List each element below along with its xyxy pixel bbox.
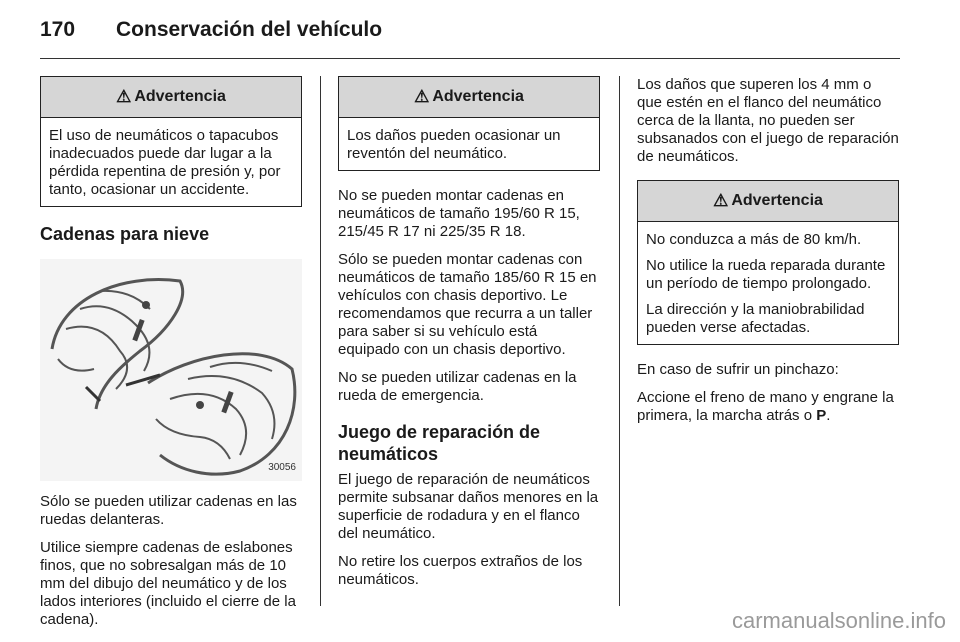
warning-title: Advertencia bbox=[432, 88, 524, 105]
warning-body bbox=[638, 222, 898, 344]
warning-text: Los daños pueden ocasionar un reventón del neumático. bbox=[347, 127, 561, 162]
paragraph-end: . bbox=[826, 407, 831, 424]
section-heading: Juego de reparación de neumáticos bbox=[338, 422, 541, 464]
warning-header bbox=[638, 181, 898, 222]
paragraph: El juego de reparación de neumáticos permite subsanar daños menores en la superficie de rodadura y en el flanco del neumático. bbox=[338, 471, 599, 542]
warning-icon: ⚠ bbox=[414, 87, 430, 106]
paragraph-text: Accione el freno de mano y engrane la primera, la marcha atrás o bbox=[637, 389, 894, 424]
warning-text: No conduzca a más de 80 km/h. bbox=[646, 231, 862, 248]
warning-box bbox=[40, 76, 302, 207]
paragraph: Sólo se pueden utilizar cadenas en las ruedas delanteras. bbox=[40, 493, 297, 528]
warning-title: Advertencia bbox=[731, 192, 823, 209]
warning-title: Advertencia bbox=[134, 88, 226, 105]
paragraph: En caso de sufrir un pinchazo: bbox=[637, 361, 839, 378]
warning-icon: ⚠ bbox=[116, 87, 132, 106]
paragraph: No se pueden montar cadenas en neumáticos de tamaño 195/60 R 15, 215/45 R 17 ni 225/35 R 18. bbox=[338, 187, 580, 240]
paragraph: No se pueden utilizar cadenas en la rueda de emergencia. bbox=[338, 369, 577, 404]
page-header bbox=[40, 18, 382, 48]
warning-box bbox=[637, 180, 899, 345]
paragraph bbox=[637, 389, 899, 425]
section-heading: Cadenas para nieve bbox=[40, 224, 210, 244]
warning-body bbox=[41, 118, 301, 206]
gear-p-label: P bbox=[816, 407, 827, 424]
warning-text: La dirección y la maniobrabilidad pueden verse afectadas. bbox=[646, 301, 865, 336]
snow-chain-illustration bbox=[40, 259, 302, 481]
watermark: carmanualsonline.info bbox=[731, 608, 946, 633]
paragraph: Utilice siempre cadenas de eslabones finos, que no sobresalgan más de 10 mm del dibujo del neumático y de los lados interiores (incluido el cierre de la cadena). bbox=[40, 539, 296, 628]
column-divider bbox=[320, 76, 321, 606]
warning-box bbox=[338, 76, 600, 171]
figure-number: 30056 bbox=[268, 462, 296, 473]
column-2 bbox=[338, 76, 600, 599]
warning-header bbox=[339, 77, 599, 118]
warning-icon: ⚠ bbox=[713, 191, 729, 210]
warning-text: No utilice la rueda reparada durante un período de tiempo prolongado. bbox=[646, 257, 886, 292]
warning-header bbox=[41, 77, 301, 118]
paragraph: Sólo se pueden montar cadenas con neumáticos de tamaño 185/60 R 15 en vehículos con chasis deportivo. Le recomendamos que recurra a un taller para saber si su vehículo está equipado con un chasis deportivo. bbox=[338, 251, 597, 358]
header-divider bbox=[40, 58, 900, 59]
page-title: Conservación del vehículo bbox=[116, 18, 383, 41]
page-number: 170 bbox=[40, 18, 76, 41]
column-divider bbox=[619, 76, 620, 606]
warning-body bbox=[339, 118, 599, 170]
paragraph: Los daños que superen los 4 mm o que estén en el flanco del neumático cerca de la llanta, no pueden ser subsanados con el juego de reparación de neumáticos. bbox=[637, 76, 899, 165]
snow-chain-figure bbox=[40, 259, 302, 481]
column-1 bbox=[40, 76, 302, 639]
column-3 bbox=[637, 76, 899, 435]
paragraph: No retire los cuerpos extraños de los neumáticos. bbox=[338, 553, 583, 588]
warning-text: El uso de neumáticos o tapacubos inadecuados puede dar lugar a la pérdida repentina de presión y, por tanto, ocasionar un accidente. bbox=[49, 127, 281, 198]
